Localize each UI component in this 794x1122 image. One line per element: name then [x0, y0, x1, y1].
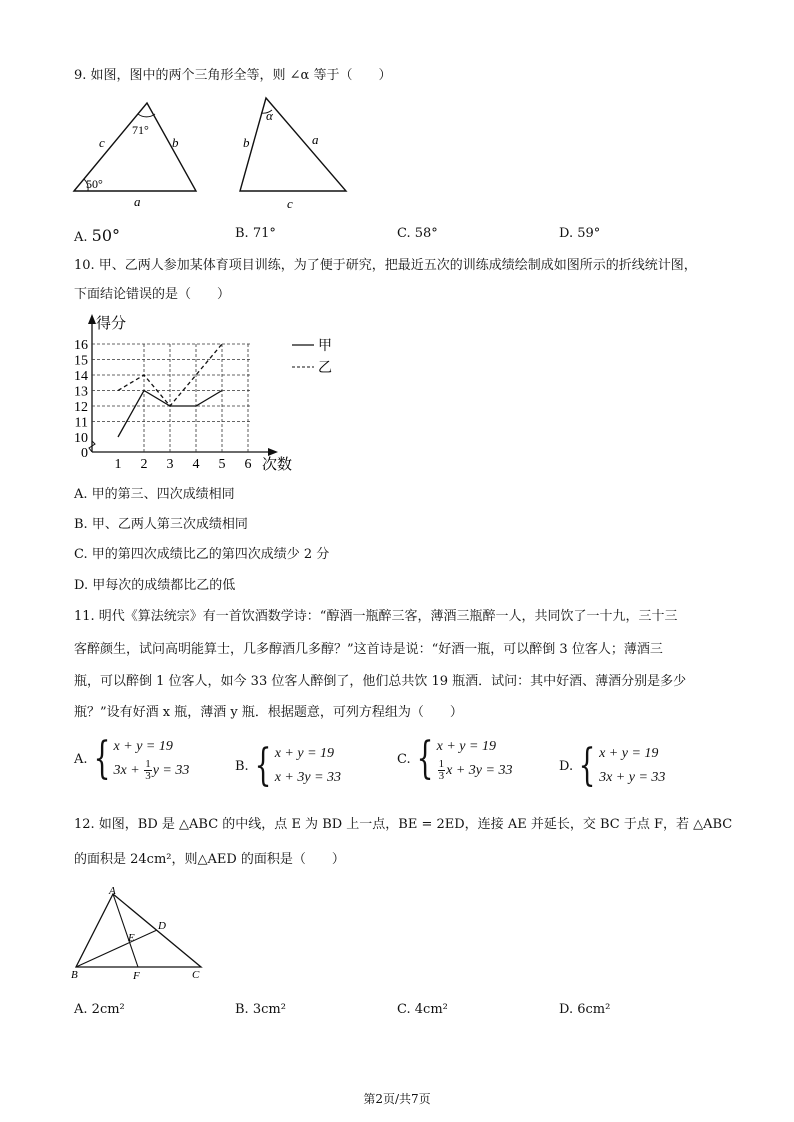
y-axis-arrow [88, 314, 96, 324]
q11-stem-line3: 瓶，可以醉倒 1 位客人，如今 33 位客人醉倒了，他们总共饮 19 瓶酒．试问：其中好酒、薄酒分别是多少 [74, 674, 687, 689]
q9-side-b2: b [243, 135, 250, 150]
x-tick-2: 2 [140, 457, 148, 472]
y-tick-13: 13 [74, 384, 88, 400]
q10-stem-line2: 下面结论错误的是（ ） [74, 287, 231, 302]
q12-point-e: E [128, 932, 135, 944]
q10-option-d[interactable]: D. 甲每次的成绩都比乙的低 [74, 578, 236, 593]
q12-option-b[interactable]: B. 3cm² [235, 1002, 286, 1017]
q9-side-b: b [172, 135, 179, 150]
q9-triangle-1 [66, 95, 211, 210]
x-axis-label: 次数 [262, 457, 293, 473]
y-tick-10: 10 [74, 431, 88, 446]
q12-option-c[interactable]: C. 4cm² [397, 1002, 448, 1017]
q12-option-d[interactable]: D. 6cm² [559, 1002, 611, 1017]
q12-stem-line1: 12. 如图，BD 是 △ABC 的中线，点 E 为 BD 上一点，BE = 2ED，连接 AE 并延长，交 BC 于点 F，若 △ABC [74, 817, 733, 832]
q9-side-a: a [134, 194, 141, 209]
y-tick-14: 14 [74, 369, 88, 384]
q9-triangle-2 [234, 92, 369, 212]
q9-angle-50: 50° [86, 177, 103, 191]
q9-side-a2: a [312, 132, 319, 147]
q10-line-chart [66, 310, 346, 475]
y-tick-0: 0 [81, 446, 88, 461]
q9-option-d[interactable]: D. 59° [559, 226, 601, 241]
q10-option-c[interactable]: C. 甲的第四次成绩比乙的第四次成绩少 2 分 [74, 547, 330, 562]
y-axis-label: 得分 [96, 316, 127, 332]
q9-side-c2: c [287, 196, 293, 211]
page-footer: 第2页/共7页 [363, 1092, 431, 1106]
q11-option-a[interactable]: A. { x + y = 19 3x + $\frac{1}{3}$ y = 33 [74, 733, 190, 784]
y-tick-12: 12 [74, 400, 88, 415]
q10-option-b[interactable]: B. 甲、乙两人第三次成绩相同 [74, 517, 248, 532]
q9-stem: 9. 如图，图中的两个三角形全等，则 ∠α 等于（ ） [74, 68, 392, 83]
q12-point-c: C [192, 969, 200, 981]
q11-option-b[interactable]: B. { x + y = 19 x + 3y = 33 [235, 740, 342, 791]
legend-label-yi: 乙 [318, 361, 332, 376]
q12-option-a[interactable]: A. 2cm² [74, 1002, 125, 1017]
x-tick-6: 6 [244, 457, 252, 472]
q11-stem-line2: 客醉颜生，试问高明能算士，几多醇酒几多醇？”这首诗是说：“好酒一瓶，可以醉倒 3 位客人；薄酒三 [74, 642, 663, 657]
q12-point-b: B [71, 969, 78, 981]
y-tick-15: 15 [74, 353, 88, 369]
q12-triangle-figure [66, 882, 216, 982]
q10-option-a[interactable]: A. 甲的第三、四次成绩相同 [74, 487, 235, 502]
x-axis-arrow [268, 448, 278, 456]
q12-point-d: D [158, 920, 166, 932]
q9-option-a[interactable]: A. 50° [74, 226, 121, 245]
x-tick-4: 4 [192, 457, 200, 472]
q12-point-f: F [133, 970, 140, 982]
q11-option-c[interactable]: C. { x + y = 19 $\frac{1}{3}$ x + 3y = 33 [397, 733, 513, 784]
q11-stem-line1: 11. 明代《算法统宗》有一首饮酒数学诗：“醇酒一瓶醉三客，薄酒三瓶醉一人，共同饮了一十九，三十三 [74, 609, 678, 624]
x-tick-3: 3 [166, 457, 174, 472]
q9-option-b[interactable]: B. 71° [235, 226, 276, 241]
x-tick-5: 5 [218, 457, 226, 472]
q12-stem-line2: 的面积是 24cm²，则△AED 的面积是（ ） [74, 852, 345, 867]
q9-angle-71: 71° [132, 123, 149, 137]
x-tick-1: 1 [114, 457, 122, 472]
legend-label-jia: 甲 [318, 339, 332, 354]
q9-side-c: c [99, 135, 105, 150]
q11-stem-line4: 瓶？”设有好酒 x 瓶，薄酒 y 瓶．根据题意，可列方程组为（ ） [74, 705, 463, 720]
q10-stem-line1: 10. 甲、乙两人参加某体育项目训练，为了便于研究，把最近五次的训练成绩绘制成如图所示的折线统计图， [74, 258, 697, 273]
q9-alpha: α [266, 108, 273, 123]
y-tick-16: 16 [74, 338, 88, 353]
q12-point-a: A [109, 885, 116, 897]
y-tick-11: 11 [74, 415, 88, 431]
q11-option-d[interactable]: D. { x + y = 19 3x + y = 33 [559, 740, 666, 791]
q9-option-c[interactable]: C. 58° [397, 226, 438, 241]
